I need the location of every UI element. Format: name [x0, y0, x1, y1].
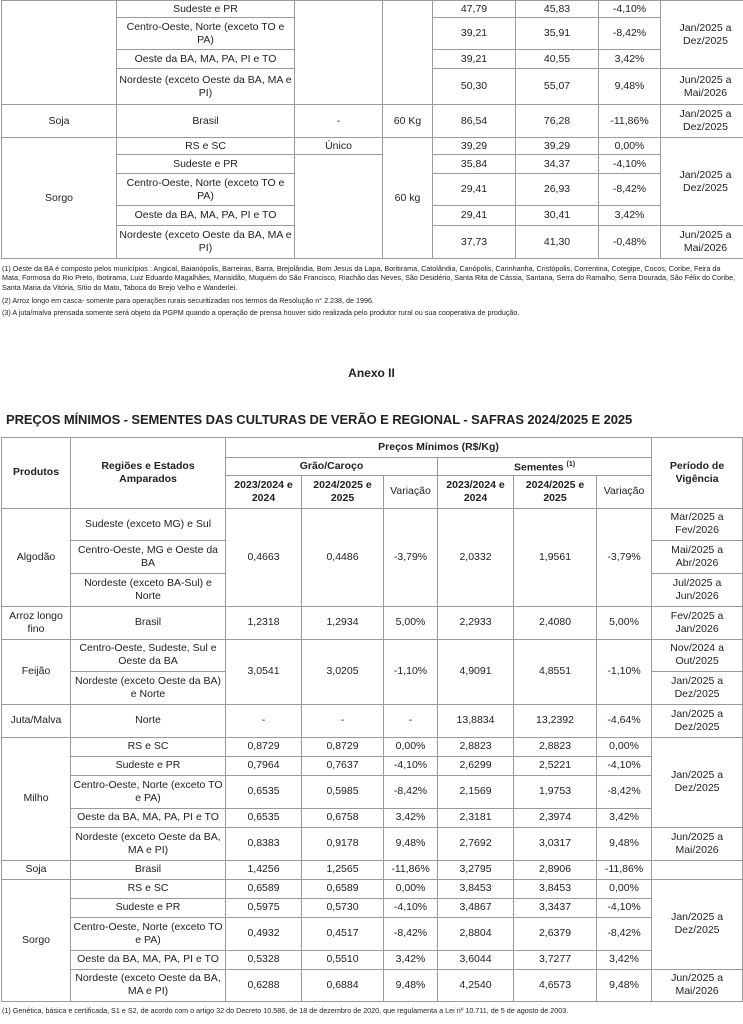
table-row: Nordeste (exceto BA-Sul) e Norte Jul/2025 a Jun/2026: [2, 573, 743, 606]
table-row: Sudeste e PR 47,79 45,83 -4,10% Jan/2025 a Dez/2025: [2, 1, 743, 18]
footnote: (3) A juta/malva prensada somente será objeto da PGPM quando a operação de prensa houver sido realizada pelo produtor rural ou sua cooperativa de produção.: [2, 308, 520, 317]
col-header-period: Período de Vigência: [652, 438, 743, 509]
col-header-grain: Grão/Caroço: [226, 458, 438, 476]
col-header-prices: Preços Mínimos (R$/Kg): [226, 438, 652, 458]
table-row: Nordeste (exceto Oeste da BA, MA e PI) 37,73 41,30 -0,48% Jun/2025 a Mai/2026: [2, 226, 743, 259]
footnote: (1) Oeste da BA é composto pelos municípios : Angical, Baianópolis, Barreiras, Barra, Brejolândia, Bom Jesus da Lapa, Boritirama, Catolândia, Canópolis, Carinhanha, Cristópolis, Correntina, Cotegipe, Cocos, Coribe, Feira da Mata, Formosa do Rio Preto, Ibotirama, Luiz Eduardo Magalhães, Mansidão, Muquém do São Francisco, Riachão das Neves, São Desidério, Santa Rita de Cássia, Santana, Serra do Ramalho, Serra Dourada, São Félix do Coribe, Santa Maria da Vitória, Sítio do Mato, Taboca do Brejo Velho e Wanderlei.: [2, 264, 736, 292]
period-cell: Jun/2025 a Mai/2026: [661, 226, 743, 259]
product-cell: Milho: [2, 737, 71, 860]
period-cell: Jan/2025 a Dez/2025: [661, 138, 743, 226]
footnote: (2) Arroz longo em casca- somente para operações rurais securitizadas nos termos da Resolução n° 2.238, de 1996.: [2, 296, 375, 305]
header-row: 2023/2024 e 2024 2024/2025 e 2025 Variação 2023/2024 e 2024 2024/2025 e 2025 Variação: [2, 475, 743, 508]
table-row: Centro-Oeste, Norte (exceto TO e PA) 0,6535 0,5985 -8,42% 2,1569 1,9753 -8,42%: [2, 775, 743, 808]
table-row: Oeste da BA, MA, PA, PI e TO 0,5328 0,5510 3,42% 3,6044 3,7277 3,42%: [2, 950, 743, 969]
product-cell: Feijão: [2, 639, 71, 704]
table-row: Oeste da BA, MA, PA, PI e TO 39,21 40,55 3,42%: [2, 50, 743, 69]
table-row: Soja Brasil 1,4256 1,2565 -11,86% 3,2795 2,8906 -11,86%: [2, 860, 743, 879]
table-row: Sudeste e PR 35,84 34,37 -4,10%: [2, 155, 743, 174]
table-row: Nordeste (exceto Oeste da BA, MA e PI) 0,6288 0,6884 9,48% 4,2540 4,6573 9,48% Jun/2025 a Mai/2026: [2, 969, 743, 1001]
product-cell: Sorgo: [2, 138, 117, 259]
col-header-seeds: Sementes $^{(1)}$: [438, 458, 652, 476]
product-cell: Sorgo: [2, 879, 71, 1001]
table-row: Centro-Oeste, Norte (exceto TO e PA) 39,21 35,91 -8,42%: [2, 18, 743, 50]
col-header-regions: Regiões e Estados Amparados: [71, 438, 226, 509]
table-row: Nordeste (exceto Oeste da BA, MA e PI) 0,8383 0,9178 9,48% 2,7692 3,0317 9,48% Jun/2025 a Mai/2026: [2, 827, 743, 860]
table-row: Arroz longo fino Brasil 1,2318 1,2934 5,00% 2,2933 2,4080 5,00% Fev/2025 a Jan/2026: [2, 606, 743, 639]
period-cell: Jun/2025 a Mai/2026: [661, 69, 743, 105]
table-row: Nordeste (exceto Oeste da BA, MA e PI) 50,30 55,07 9,48% Jun/2025 a Mai/2026: [2, 69, 743, 105]
seed-price-table: [1, 437, 743, 1002]
table-row: Nordeste (exceto Oeste da BA) e Norte Jan/2025 a Dez/2025: [2, 671, 743, 704]
footnote: (1) Genética, básica e certificada, S1 e S2, de acordo com o artigo 32 do Decreto 10.586, de 18 de dezembro de 2020, que regulamenta a Lei nº 10.711, de 5 de agosto de 2003.: [2, 1006, 569, 1015]
table-row: Centro-Oeste, Norte (exceto TO e PA) 29,41 26,93 -8,42%: [2, 174, 743, 206]
table-title: PREÇOS MÍNIMOS - SEMENTES DAS CULTURAS DE VERÃO E REGIONAL - SAFRAS 2024/2025 E 2025: [6, 412, 633, 427]
product-cell: Arroz longo fino: [2, 606, 71, 639]
table-row: Sudeste e PR 0,7964 0,7637 -4,10% 2,6299 2,5221 -4,10%: [2, 756, 743, 775]
product-cell: Algodão: [2, 508, 71, 606]
table-row: Sorgo RS e SC Único 60 kg 39,29 39,29 0,00% Jan/2025 a Dez/2025: [2, 138, 743, 155]
table-row: Centro-Oeste, MG e Oeste da BA Mai/2025 a Abr/2026: [2, 540, 743, 573]
annex-heading: Anexo II: [348, 366, 395, 380]
table-row: Sorgo RS e SC 0,6589 0,6589 0,00% 3,8453 3,8453 0,00% Jan/2025 a Dez/2025: [2, 879, 743, 898]
col-header-products: Produtos: [2, 438, 71, 509]
header-row: [2, 438, 743, 458]
table-row: Soja Brasil - 60 Kg 86,54 76,28 -11,86% Jan/2025 a Dez/2025: [2, 105, 743, 138]
min-price-table-continued: [1, 0, 743, 259]
table-row: Centro-Oeste, Norte (exceto TO e PA) 0,4932 0,4517 -8,42% 2,8804 2,6379 -8,42%: [2, 917, 743, 950]
period-cell: Jan/2025 a Dez/2025: [661, 105, 743, 138]
period-cell: Jan/2025 a Dez/2025: [661, 1, 743, 69]
table-row: Algodão Sudeste (exceto MG) e Sul 0,4663 0,4486 -3,79% 2,0332 1,9561 -3,79% Mar/2025 a Fev/2026: [2, 508, 743, 540]
product-cell: Juta/Malva: [2, 704, 71, 737]
table-row: Milho RS e SC 0,8729 0,8729 0,00% 2,8823 2,8823 0,00% Jan/2025 a Dez/2025: [2, 737, 743, 756]
table-row: Sudeste e PR 0,5975 0,5730 -4,10% 3,4867 3,3437 -4,10%: [2, 898, 743, 917]
table-row: Juta/Malva Norte - - - 13,8834 13,2392 -4,64% Jan/2025 a Dez/2025: [2, 704, 743, 737]
table-row: Oeste da BA, MA, PA, PI e TO 0,6535 0,6758 3,42% 2,3181 2,3974 3,42%: [2, 808, 743, 827]
table-row: Feijão Centro-Oeste, Sudeste, Sul e Oeste da BA 3,0541 3,0205 -1,10% 4,9091 4,8551 -1,10% Nov/2024 a Out/2025: [2, 639, 743, 671]
product-cell: Soja: [2, 105, 117, 138]
product-cell: Soja: [2, 860, 71, 879]
table-row: Oeste da BA, MA, PA, PI e TO 29,41 30,41 3,42%: [2, 206, 743, 226]
